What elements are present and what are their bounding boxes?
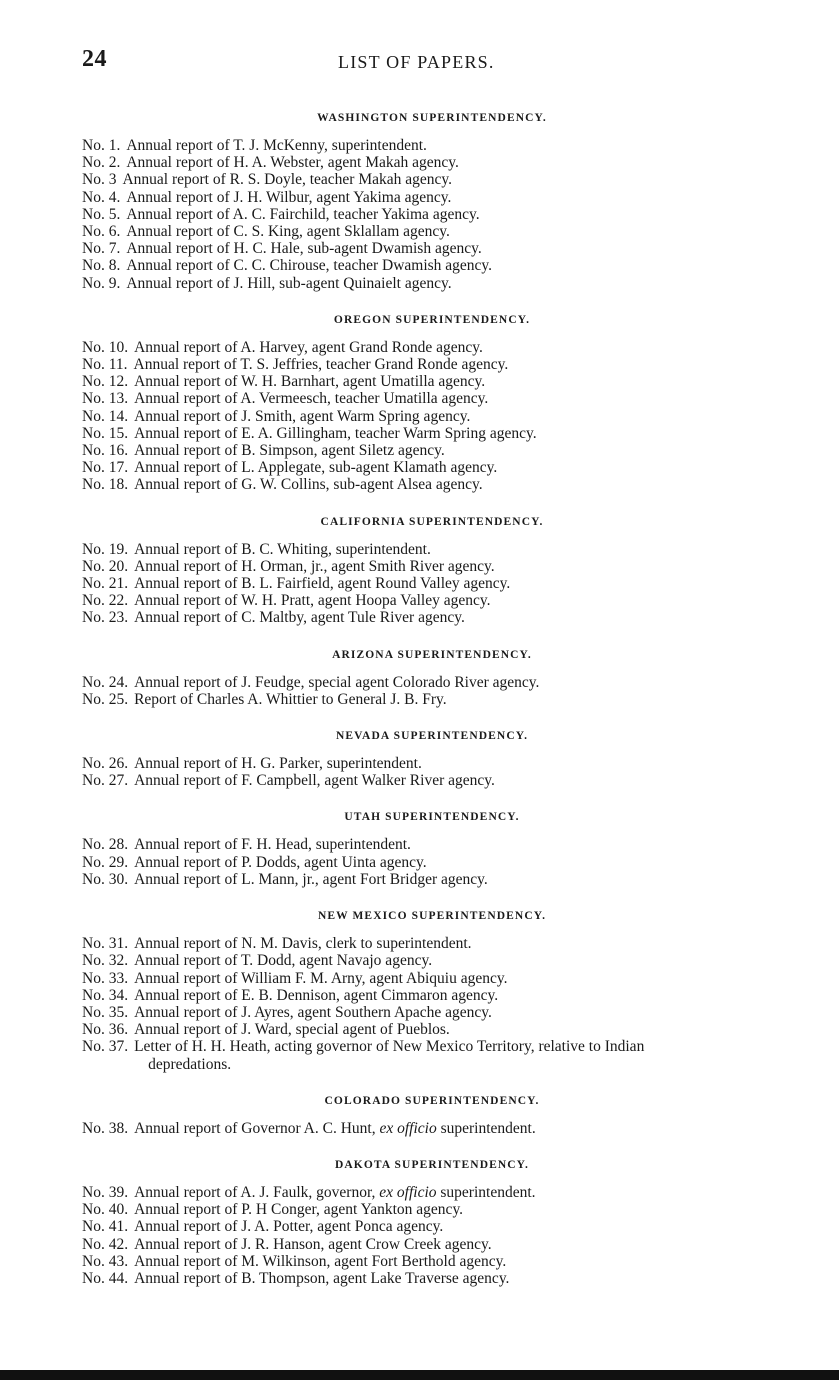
list-item [82, 1201, 802, 1218]
paper-number: No. 2. [82, 154, 121, 172]
list-item [82, 592, 802, 609]
paper-number: No. 37. [82, 1038, 129, 1056]
list-item [82, 356, 802, 373]
list-item [82, 189, 802, 206]
paper-title [134, 772, 495, 789]
paper-number: No. 21. [82, 575, 129, 593]
paper-title-text: Annual report of B. Simpson, agent Siletz agency. [134, 442, 445, 460]
paper-title-text: Annual report of N. M. Davis, clerk to superintendent. [134, 935, 472, 953]
paper-title-text: Letter of H. H. Heath, acting governor of New Mexico Territory, relative to Indian [134, 1038, 645, 1056]
list-item [82, 223, 802, 240]
running-title: LIST OF PAPERS. [338, 52, 495, 72]
paper-title [134, 987, 498, 1004]
list-item [82, 987, 802, 1004]
paper-number: No. 10. [82, 338, 129, 356]
list-item [82, 442, 802, 459]
paper-title-text: Annual report of T. S. Jeffries, teacher Grand Ronde agency. [133, 356, 509, 374]
list-item [82, 459, 802, 476]
paper-title-text: Annual report of T. J. McKenny, superintendent. [126, 137, 427, 154]
paper-number: No. 30. [82, 870, 129, 888]
paper-title [134, 1038, 644, 1072]
paper-title [134, 1021, 450, 1038]
section-heading: UTAH SUPERINTENDENCY. [344, 811, 520, 824]
paper-title [134, 1270, 509, 1287]
paper-title [134, 836, 411, 853]
list-item [82, 871, 802, 888]
paper-number: No. 6. [82, 223, 121, 241]
paper-number: No. 7. [82, 240, 121, 258]
section-entries [82, 755, 802, 789]
paper-title [126, 223, 450, 240]
paper-title-text: Annual report of L. Applegate, sub-agent Klamath agency. [134, 459, 498, 477]
list-item [82, 558, 802, 575]
section-entries [82, 935, 802, 1073]
paper-title-text: Annual report of P. H Conger, agent Yankton agency. [134, 1201, 464, 1219]
list-item [82, 772, 802, 789]
list-item [82, 1038, 802, 1072]
paper-title-text: Annual report of H. G. Parker, superintendent. [134, 755, 422, 773]
list-item [82, 275, 802, 292]
paper-title [134, 854, 427, 871]
list-item [82, 970, 802, 987]
paper-number: No. 39. [82, 1183, 129, 1201]
paper-number: No. 25. [82, 690, 129, 708]
paper-title [126, 257, 492, 274]
paper-title-text: Annual report of B. Thompson, agent Lake Traverse agency. [134, 1269, 510, 1287]
paper-number: No. 3 [82, 171, 117, 189]
paper-title-italic: ex officio [379, 1119, 437, 1137]
paper-number: No. 23. [82, 609, 129, 627]
page-number: 24 [82, 46, 107, 72]
paper-title-text: Annual report of W. H. Barnhart, agent Umatilla agency. [134, 373, 486, 391]
section-heading: WASHINGTON SUPERINTENDENCY. [317, 112, 547, 124]
list-item [82, 1218, 802, 1235]
paper-title-text: Annual report of R. S. Doyle, teacher Makah agency. [122, 171, 453, 189]
paper-title-continuation: depredations. [148, 1055, 232, 1073]
list-item [82, 755, 802, 772]
section-heading: CALIFORNIA SUPERINTENDENCY. [320, 515, 544, 528]
paper-title-text: Annual report of H. A. Webster, agent Makah agency. [126, 154, 459, 172]
paper-title [134, 442, 445, 459]
paper-number: No. 34. [82, 986, 129, 1004]
page-header [82, 46, 782, 80]
paper-number: No. 27. [82, 772, 129, 790]
paper-title-text: Annual report of William F. M. Arny, agent Abiquiu agency. [134, 969, 508, 987]
paper-title [134, 691, 447, 708]
paper-number: No. 40. [82, 1201, 129, 1219]
paper-title [134, 356, 509, 373]
list-item [82, 1004, 802, 1021]
paper-title [126, 275, 451, 292]
paper-number: No. 13. [82, 390, 129, 408]
section-entries [82, 1184, 802, 1287]
paper-title-text: Annual report of T. Dodd, agent Navajo agency. [134, 952, 433, 970]
paper-number: No. 42. [82, 1235, 129, 1253]
list-item [82, 206, 802, 223]
paper-title [134, 541, 431, 558]
paper-title-text: Annual report of H. Orman, jr., agent Smith River agency. [134, 557, 495, 575]
paper-title [134, 408, 470, 425]
paper-title-text: Annual report of C. C. Chirouse, teacher Dwamish agency. [126, 257, 493, 275]
paper-title-text: Annual report of J. H. Wilbur, agent Yakima agency. [126, 188, 452, 206]
paper-number: No. 28. [82, 836, 129, 854]
paper-title-text: Annual report of G. W. Collins, sub-agent Alsea agency. [134, 476, 483, 494]
list-item [82, 1184, 802, 1201]
paper-number: No. 16. [82, 442, 129, 460]
paper-title [134, 935, 471, 952]
page-bottom-edge [0, 1370, 839, 1380]
paper-title-text: Annual report of B. L. Fairfield, agent Round Valley agency. [134, 575, 511, 593]
paper-title [134, 339, 483, 356]
section-entries [82, 339, 802, 494]
paper-title-text: Annual report of A. Vermeesch, teacher Umatilla agency. [134, 390, 489, 408]
list-of-papers [82, 108, 802, 1305]
paper-title [134, 459, 497, 476]
paper-title [134, 476, 483, 493]
section-heading: DAKOTA SUPERINTENDENCY. [335, 1158, 529, 1171]
section-heading: ARIZONA SUPERINTENDENCY. [332, 648, 532, 661]
paper-title-text: Annual report of F. H. Head, superintendent. [134, 836, 411, 854]
paper-title-text: Annual report of L. Mann, jr., agent Fort Bridger agency. [134, 870, 488, 888]
paper-number: No. 32. [82, 952, 129, 970]
paper-number: No. 1. [82, 137, 121, 154]
paper-number: No. 24. [82, 673, 129, 691]
section-entries [82, 541, 802, 627]
paper-number: No. 12. [82, 373, 129, 391]
paper-title-text: Annual report of Governor A. C. Hunt, [134, 1119, 380, 1137]
paper-title [134, 592, 490, 609]
section-heading: OREGON SUPERINTENDENCY. [333, 313, 531, 326]
paper-number: No. 35. [82, 1003, 129, 1021]
list-item [82, 390, 802, 407]
list-item [82, 854, 802, 871]
paper-number: No. 9. [82, 274, 121, 292]
paper-title-text: Annual report of F. Campbell, agent Walker River agency. [134, 772, 495, 790]
section-heading: COLORADO SUPERINTENDENCY. [324, 1094, 540, 1107]
paper-title [134, 970, 507, 987]
list-item [82, 836, 802, 853]
list-item [82, 609, 802, 626]
paper-title-text: Annual report of J. Ayres, agent Southern Apache agency. [134, 1003, 492, 1021]
section-entries [82, 674, 802, 708]
paper-number: No. 31. [82, 935, 129, 953]
paper-title-text: Annual report of J. R. Hanson, agent Crow Creek agency. [134, 1235, 492, 1253]
paper-title-text: Annual report of J. A. Potter, agent Ponca agency. [134, 1218, 444, 1236]
paper-number: No. 5. [82, 205, 121, 223]
paper-title-text-end: superintendent. [436, 1119, 536, 1137]
paper-title-text: Annual report of B. C. Whiting, superintendent. [134, 540, 431, 558]
paper-title [134, 558, 495, 575]
paper-title [134, 1253, 506, 1270]
paper-number: No. 15. [82, 424, 129, 442]
paper-title-text: Annual report of E. A. Gillingham, teacher Warm Spring agency. [134, 424, 537, 442]
paper-title-text: Annual report of C. S. King, agent Sklallam agency. [126, 223, 450, 241]
paper-title [134, 952, 432, 969]
list-item [82, 476, 802, 493]
list-item [82, 339, 802, 356]
list-item [82, 257, 802, 274]
paper-title-text: Annual report of E. B. Dennison, agent Cimmaron agency. [134, 986, 499, 1004]
paper-title-text: Annual report of H. C. Hale, sub-agent Dwamish agency. [126, 240, 482, 258]
paper-number: No. 33. [82, 969, 129, 987]
paper-title-text: Annual report of J. Ward, special agent of Pueblos. [134, 1021, 450, 1039]
paper-title [126, 137, 427, 154]
section-entries [82, 836, 802, 888]
paper-number: No. 14. [82, 407, 129, 425]
paper-number: No. 19. [82, 540, 129, 558]
paper-title-text: Annual report of P. Dodds, agent Uinta agency. [134, 853, 427, 871]
paper-title-text: Annual report of W. H. Pratt, agent Hoopa Valley agency. [134, 592, 491, 610]
paper-number: No. 44. [82, 1269, 129, 1287]
paper-number: No. 18. [82, 476, 129, 494]
paper-title [126, 240, 481, 257]
list-item [82, 1270, 802, 1287]
paper-title [134, 1201, 463, 1218]
paper-title-text: Annual report of A. Harvey, agent Grand Ronde agency. [134, 338, 483, 356]
paper-title [134, 1004, 492, 1021]
list-item [82, 691, 802, 708]
paper-number: No. 17. [82, 459, 129, 477]
section-entries [82, 1120, 802, 1137]
list-item [82, 541, 802, 558]
list-item [82, 154, 802, 171]
paper-title-text: Annual report of M. Wilkinson, agent Fort Berthold agency. [134, 1252, 507, 1270]
section-heading: NEVADA SUPERINTENDENCY. [335, 730, 529, 743]
paper-title [134, 1120, 536, 1137]
paper-title [134, 609, 465, 626]
paper-title [134, 390, 488, 407]
paper-title [126, 154, 459, 171]
paper-title [134, 1236, 492, 1253]
paper-title-text: Report of Charles A. Whittier to General J. B. Fry. [134, 690, 447, 708]
paper-title [134, 1218, 443, 1235]
list-item [82, 1253, 802, 1270]
paper-number: No. 20. [82, 557, 129, 575]
paper-title [134, 1184, 535, 1201]
paper-number: No. 41. [82, 1218, 129, 1236]
paper-title [134, 373, 485, 390]
list-item [82, 674, 802, 691]
paper-title [122, 171, 452, 188]
paper-title [126, 189, 451, 206]
paper-title [134, 871, 488, 888]
paper-title-text: Annual report of C. Maltby, agent Tule River agency. [134, 609, 465, 627]
paper-number: No. 11. [82, 356, 128, 374]
paper-title [126, 206, 479, 223]
list-item [82, 575, 802, 592]
list-item [82, 1236, 802, 1253]
paper-number: No. 8. [82, 257, 121, 275]
list-item [82, 1021, 802, 1038]
paper-number: No. 36. [82, 1021, 129, 1039]
list-item [82, 935, 802, 952]
list-item [82, 137, 802, 154]
list-item [82, 952, 802, 969]
list-item [82, 240, 802, 257]
paper-title-text: Annual report of A. C. Fairchild, teacher Yakima agency. [126, 205, 480, 223]
paper-title-text: Annual report of J. Feudge, special agent Colorado River agency. [134, 673, 540, 691]
paper-title-text: Annual report of J. Hill, sub-agent Quinaielt agency. [126, 274, 452, 292]
paper-number: No. 22. [82, 592, 129, 610]
paper-title [134, 575, 510, 592]
paper-number: No. 43. [82, 1252, 129, 1270]
list-item [82, 171, 802, 188]
section-entries [82, 137, 802, 292]
section-heading: NEW MEXICO SUPERINTENDENCY. [317, 910, 547, 923]
paper-number: No. 4. [82, 188, 121, 206]
paper-number: No. 29. [82, 853, 129, 871]
paper-title-text-end: superintendent. [436, 1183, 536, 1201]
paper-title [134, 425, 537, 442]
paper-title [134, 755, 422, 772]
paper-title [134, 674, 539, 691]
list-item [82, 425, 802, 442]
paper-title-text: Annual report of A. J. Faulk, governor, [134, 1183, 380, 1201]
paper-title-italic: ex officio [379, 1183, 437, 1201]
list-item [82, 1120, 802, 1137]
paper-title-text: Annual report of J. Smith, agent Warm Spring agency. [134, 407, 471, 425]
list-item [82, 373, 802, 390]
paper-number: No. 38. [82, 1119, 129, 1137]
list-item [82, 408, 802, 425]
paper-number: No. 26. [82, 755, 129, 773]
